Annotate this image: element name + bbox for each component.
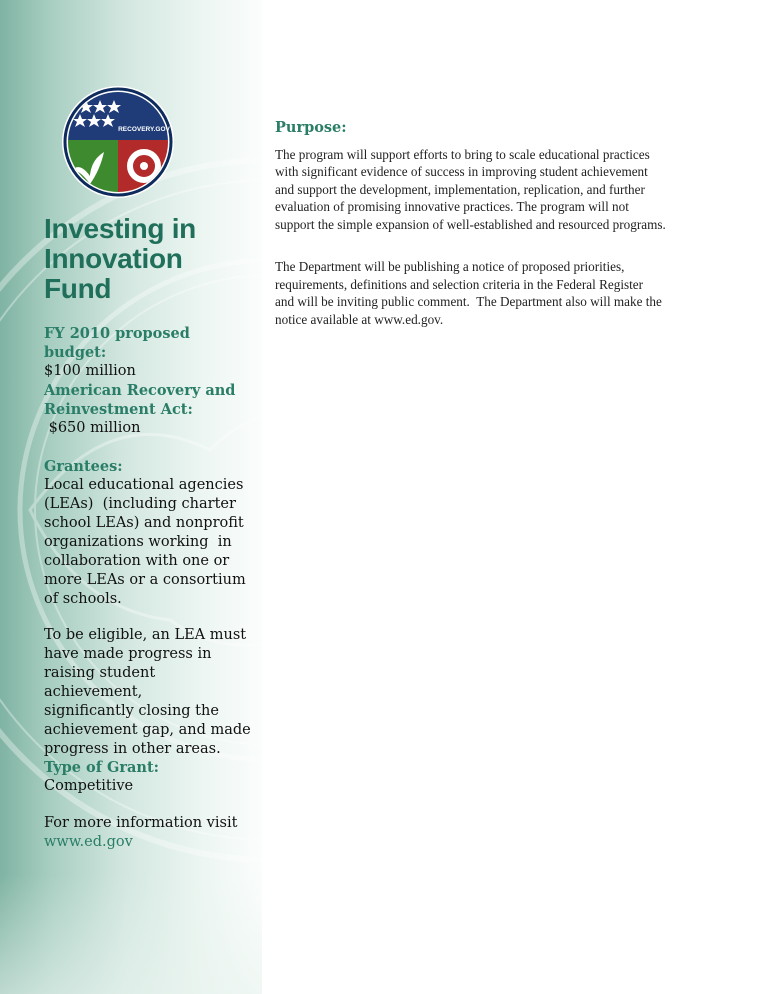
grantees-line: school LEAs) and nonprofit [44, 515, 244, 531]
grant-type-label: Type of Grant: [44, 759, 160, 776]
paragraph-line: notice available at www.ed.gov. [275, 311, 444, 327]
eligibility-line: have made progress in [44, 646, 212, 662]
paragraph-line: support the simple expansion of well-established and resourced programs. [275, 216, 666, 232]
grantees-line: Local educational agencies [44, 477, 244, 493]
grantees-line: organizations working in [44, 534, 232, 550]
more-info-text: For more information visit [44, 815, 238, 831]
grantees-section [44, 457, 254, 609]
grantees-line: more LEAs or a consortium [44, 572, 246, 588]
purpose-paragraph-1 [275, 146, 735, 233]
arra-label: American Recovery and [44, 382, 236, 399]
main-content [275, 119, 735, 336]
more-info-section [44, 814, 254, 852]
purpose-paragraph-2 [275, 241, 735, 328]
page-title [44, 214, 254, 304]
eligibility-line: To be eligible, an LEA must [44, 627, 247, 643]
budget-section [44, 324, 254, 381]
budget-value: $100 million [44, 363, 136, 379]
title-line: Innovation [44, 243, 183, 274]
eligibility-line: raising student achievement, [44, 665, 156, 700]
purpose-heading: Purpose: [275, 119, 347, 136]
budget-label: FY 2010 proposed budget: [44, 325, 190, 361]
recovery-gov-logo [60, 84, 176, 200]
title-line: Investing in [44, 213, 196, 244]
grantees-label: Grantees: [44, 458, 123, 475]
paragraph-line: with significant evidence of success in improving student achievement [275, 164, 648, 180]
eligibility-line: progress in other areas. [44, 741, 221, 757]
paragraph-line: The program will support efforts to bring to scale educational practices [275, 147, 650, 162]
title-line: Fund [44, 273, 112, 304]
paragraph-line: and will be inviting public comment. The Department also will make the [275, 294, 662, 310]
paragraph-line: and support the development, implementation, replication, and further [275, 181, 645, 197]
grantees-line: collaboration with one or [44, 553, 230, 569]
arra-value: $650 million [44, 420, 141, 436]
grant-type-section [44, 758, 254, 796]
paragraph-line: evaluation of promising innovative practices. The program will not [275, 199, 629, 215]
eligibility-section [44, 626, 254, 759]
logo-text: RECOVERY.GOV [118, 126, 170, 133]
arra-label: Reinvestment Act: [44, 401, 193, 418]
arra-section [44, 381, 254, 438]
eligibility-line: significantly closing the [44, 703, 219, 719]
grant-type-value: Competitive [44, 778, 134, 794]
paragraph-line: requirements, definitions and selection criteria in the Federal Register [275, 276, 644, 292]
grantees-line: of schools. [44, 591, 122, 607]
ed-gov-link[interactable]: www.ed.gov [44, 834, 133, 850]
paragraph-line: The Department will be publishing a notice of proposed priorities, [275, 259, 625, 275]
eligibility-line: achievement gap, and made [44, 722, 251, 738]
grantees-line: (LEAs) (including charter [44, 496, 236, 512]
